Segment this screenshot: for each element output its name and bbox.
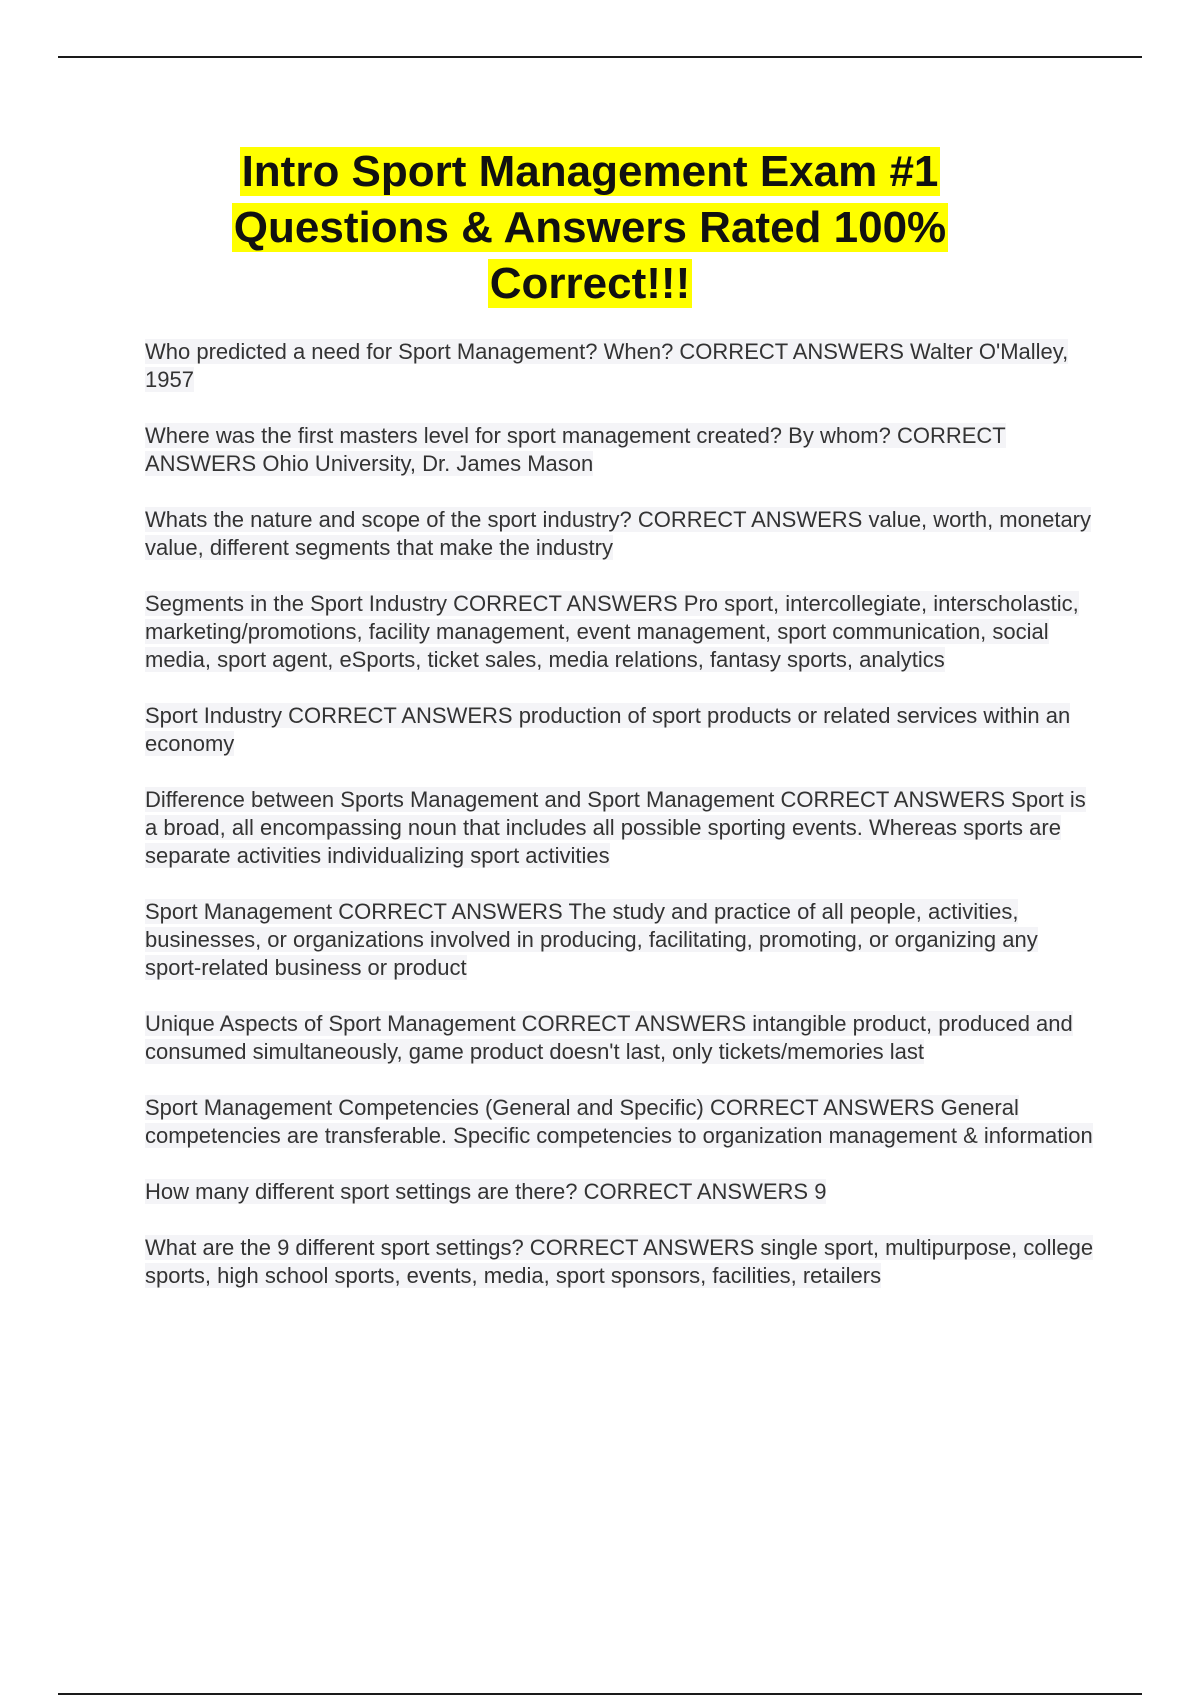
qa-list [145,338,1095,1318]
title-line: Intro Sport Management Exam #1 [241,147,939,196]
qa-item: Segments in the Sport Industry CORRECT ANSWERS Pro sport, intercollegiate, interscholastic, marketing/promotions, facility management, event management, sport communication, social media, sport agent, eSports, ticket sales, media relations, fantasy sports, analytics [145,591,1079,672]
qa-item: Difference between Sports Management and Sport Management CORRECT ANSWERS Sport is a broad, all encompassing noun that includes all possible sporting events. Whereas sports are separate activities individualizing sport activities [145,787,1086,868]
qa-item: Who predicted a need for Sport Management? When? CORRECT ANSWERS Walter O'Malley, 1957 [145,339,1069,392]
bottom-rule [58,1693,1142,1695]
qa-item: What are the 9 different sport settings? CORRECT ANSWERS single sport, multipurpose, college sports, high school sports, events, media, sport sponsors, facilities, retailers [145,1235,1094,1288]
qa-item: How many different sport settings are there? CORRECT ANSWERS 9 [145,1179,827,1204]
qa-item: Sport Industry CORRECT ANSWERS production of sport products or related services within an economy [145,703,1071,756]
qa-item: Sport Management Competencies (General and Specific) CORRECT ANSWERS General competencies are transferable. Specific competencies to organization management & information [145,1095,1093,1148]
top-rule [58,56,1142,58]
title-line: Correct!!! [489,259,691,308]
qa-item: Where was the first masters level for sport management created? By whom? CORRECT ANSWERS Ohio University, Dr. James Mason [145,423,1006,476]
title-line: Questions & Answers Rated 100% [233,203,947,252]
qa-item: Unique Aspects of Sport Management CORRECT ANSWERS intangible product, produced and consumed simultaneously, game product doesn't last, only tickets/memories last [145,1011,1073,1064]
document-title [0,144,1180,312]
qa-item: Whats the nature and scope of the sport industry? CORRECT ANSWERS value, worth, monetary value, different segments that make the industry [145,507,1092,560]
qa-item: Sport Management CORRECT ANSWERS The study and practice of all people, activities, businesses, or organizations involved in producing, facilitating, promoting, or organizing any sport-related business or product [145,899,1038,980]
